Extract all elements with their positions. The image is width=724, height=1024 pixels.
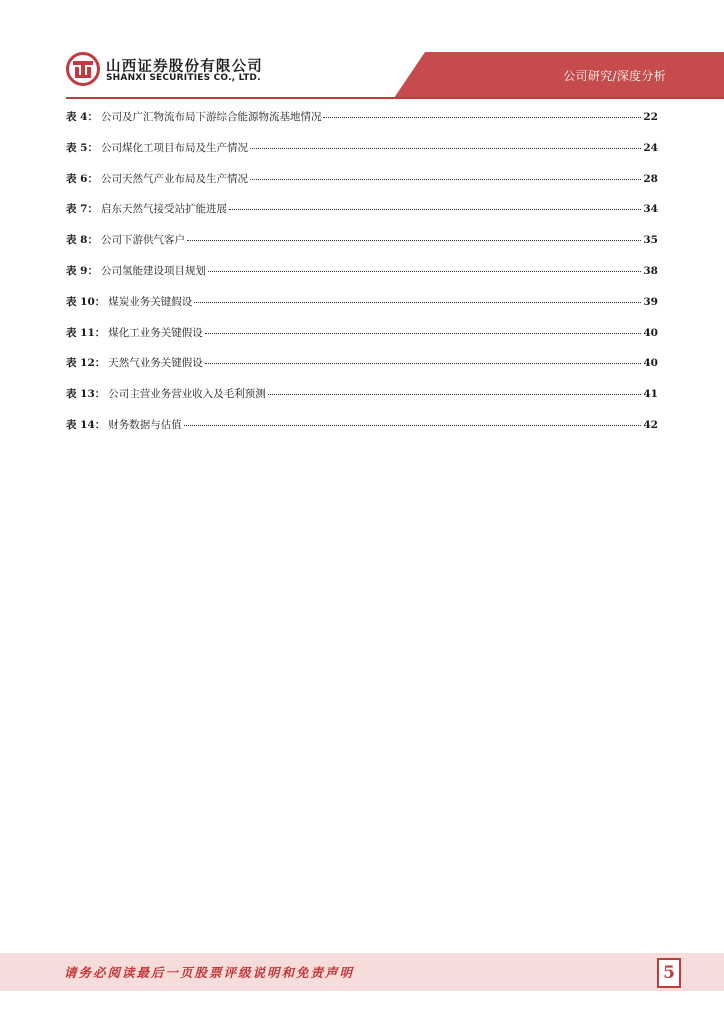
toc-entry-title: 公司氢能建设项目规划	[100, 264, 206, 277]
toc-entry-page: 40	[643, 326, 658, 339]
toc-entry-label: 表 11：	[66, 326, 106, 339]
toc-entry-label: 表 5：	[66, 141, 98, 154]
toc-entry[interactable]	[66, 417, 658, 448]
toc-entry-page: 22	[643, 111, 658, 123]
toc-entry-label: 表 8：	[66, 234, 98, 247]
toc-entry[interactable]	[66, 294, 658, 325]
company-name-cn: 山西证券股份有限公司	[106, 59, 263, 75]
toc-entry-label: 表 9：	[66, 264, 98, 277]
toc-entry[interactable]	[66, 232, 658, 263]
table-of-contents	[66, 104, 658, 448]
toc-entry-title: 公司天然气产业布局及生产情况	[100, 172, 248, 185]
toc-entry[interactable]	[66, 386, 658, 417]
toc-entry[interactable]	[66, 201, 658, 232]
toc-entry-title: 天然气业务关键假设	[108, 357, 203, 370]
toc-entry-title: 公司主营业务营业收入及毛利预测	[108, 388, 266, 401]
toc-entry-page: 28	[643, 172, 658, 185]
page-number: 5	[657, 958, 681, 988]
report-category: 公司研究/深度分析	[563, 69, 666, 83]
toc-entry[interactable]	[66, 140, 658, 171]
toc-entry-page: 34	[643, 203, 658, 216]
toc-entry-page: 39	[643, 295, 658, 308]
toc-entry-page: 35	[643, 234, 658, 247]
toc-entry-title: 公司煤化工项目布局及生产情况	[100, 141, 248, 154]
toc-dot-leader	[250, 179, 641, 180]
toc-dot-leader	[229, 209, 641, 210]
toc-dot-leader	[184, 425, 642, 426]
footer-disclaimer: 请务必阅读最后一页股票评级说明和免责声明	[64, 965, 355, 980]
page-header	[0, 0, 724, 100]
toc-entry-label: 表 7：	[66, 203, 98, 216]
shanxi-securities-logo-icon	[66, 52, 100, 86]
toc-entry[interactable]	[66, 263, 658, 294]
toc-entry-page: 24	[643, 141, 658, 154]
toc-entry-page: 38	[643, 264, 658, 277]
toc-entry-label: 表 12：	[66, 357, 106, 370]
toc-entry-label: 表 6：	[66, 172, 98, 185]
toc-entry[interactable]	[66, 325, 658, 356]
company-name-en: SHANXI SECURITIES CO., LTD.	[106, 73, 261, 83]
toc-dot-leader	[205, 363, 642, 364]
toc-dot-leader	[208, 271, 641, 272]
toc-entry-page: 40	[643, 357, 658, 370]
toc-dot-leader	[205, 333, 642, 334]
toc-entry-page: 41	[643, 388, 658, 401]
toc-entry-label: 表 13：	[66, 388, 106, 401]
toc-entry-title: 公司及广汇物流布局下游综合能源物流基地情况	[100, 111, 322, 123]
toc-entry[interactable]	[66, 171, 658, 202]
toc-entry-page: 42	[643, 418, 658, 431]
toc-entry-title: 财务数据与估值	[108, 418, 182, 431]
toc-dot-leader	[323, 117, 641, 118]
header-divider	[66, 97, 724, 99]
toc-entry-title: 启东天然气接受站扩能进展	[100, 203, 227, 216]
toc-dot-leader	[187, 240, 641, 241]
toc-entry-title: 公司下游供气客户	[100, 234, 185, 247]
toc-entry-title: 煤化工业务关键假设	[108, 326, 203, 339]
toc-entry-label: 表 14：	[66, 418, 106, 431]
toc-entry[interactable]	[66, 355, 658, 386]
toc-dot-leader	[194, 302, 641, 303]
toc-entry-label: 表 10：	[66, 295, 106, 308]
toc-dot-leader	[250, 148, 641, 149]
toc-entry[interactable]	[66, 109, 658, 140]
toc-entry-label: 表 4：	[66, 111, 98, 123]
toc-entry-title: 煤炭业务关键假设	[108, 295, 193, 308]
toc-dot-leader	[268, 394, 642, 395]
